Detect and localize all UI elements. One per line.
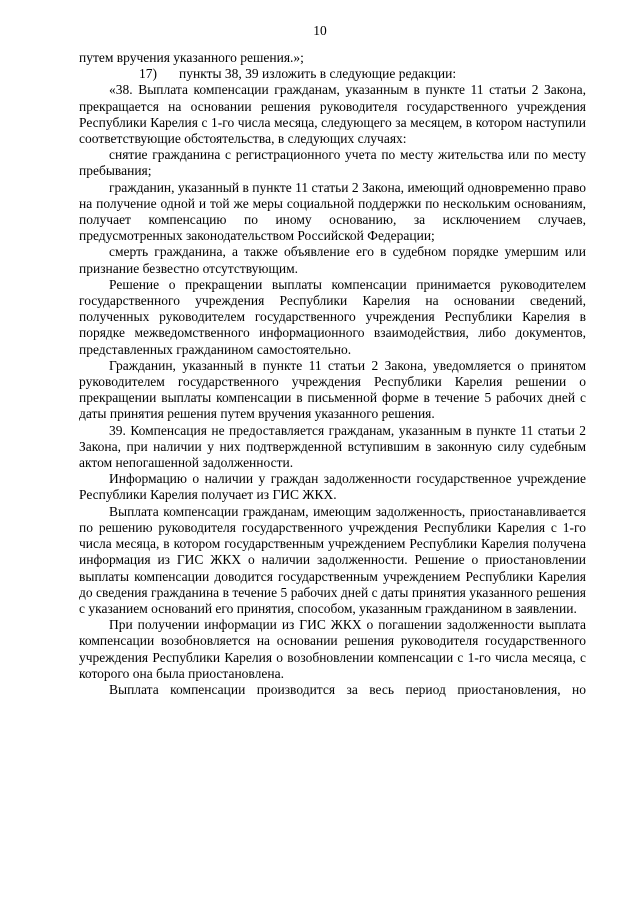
paragraph-38-intro: «38. Выплата компенсации гражданам, указанным в пункте 11 статьи 2 Закона, прекращается на основании решения руководителя государственного учреждения Республики Карелия с 1-го числа месяца, следующего за месяцем, в котором наступили соответствующие обстоятельства, в следующих случаях: (79, 82, 586, 147)
paragraph-1: путем вручения указанного решения.»; (79, 50, 304, 65)
paragraph-notification: Гражданин, указанный в пункте 11 статьи 2 Закона, уведомляется о принятом руководителем государственного учреждения Республики Карелия решении о прекращении выплаты компенсации в письменной форме в течение 5 рабочих дней с даты принятия решения путем вручения указанного решения. (79, 357, 586, 422)
page-number: 10 (313, 23, 327, 38)
paragraph-case-3: смерть гражданина, а также объявление его в судебном порядке умершим или признание безвестно отсутствующим. (79, 244, 586, 276)
paragraph-debt-info: Информацию о наличии у граждан задолженности государственное учреждение Республики Карелия получает из ГИС ЖКХ. (79, 471, 586, 503)
paragraph-39: 39. Компенсация не предоставляется гражданам, указанным в пункте 11 статьи 2 Закона, при наличии у них подтвержденной вступившим в законную силу судебным актом непогашенной задолженности. (79, 422, 586, 471)
paragraph-payment-period: Выплата компенсации производится за весь период приостановления, но (109, 681, 586, 697)
paragraph-decision: Решение о прекращении выплаты компенсации принимается руководителем государственного учреждения Республики Карелия на основании сведений, полученных руководителем государственного учреждения Республики Карелия в порядке межведомственного информационного взаимодействия, либо документов, представленных гражданином самостоятельно. (79, 276, 586, 357)
paragraph-case-1: снятие гражданина с регистрационного учета по месту жительства или по месту пребывания; (79, 147, 586, 179)
paragraph-case-2: гражданин, указанный в пункте 11 статьи 2 Закона, имеющий одновременно право на получение одной и той же меры социальной поддержки по нескольким основаниям, получает компенсацию по иному основанию, за исключением случаев, предусмотренных законодательством Российской Федерации; (79, 179, 586, 244)
item-17-number: 17) (139, 66, 157, 82)
paragraph-resumption: При получении информации из ГИС ЖКХ о погашении задолженности выплата компенсации возобновляется на основании решения руководителя государственного учреждения Республики Карелия о возобновлении компенсации с 1-го числа месяца, с которого она была приостановлена. (79, 617, 586, 681)
document-body (79, 50, 586, 698)
paragraph-item-17 (79, 66, 586, 82)
item-17-text: пункты 38, 39 изложить в следующие редакции: (179, 66, 457, 82)
paragraph-suspension: Выплата компенсации гражданам, имеющим задолженность, приостанавливается по решению руководителя государственного учреждения Республики Карелия с 1-го числа месяца, в котором государственным учреждением Республики Карелия получена информация из ГИС ЖКХ о наличии задолженности. Решение о приостановлении выплаты компенсации доводится государственным учреждением Республики Карелия до сведения гражданина в течение 5 рабочих дней с даты принятия указанного решения с указанием оснований его принятия, способом, указанным гражданином в заявлении. (79, 503, 586, 616)
